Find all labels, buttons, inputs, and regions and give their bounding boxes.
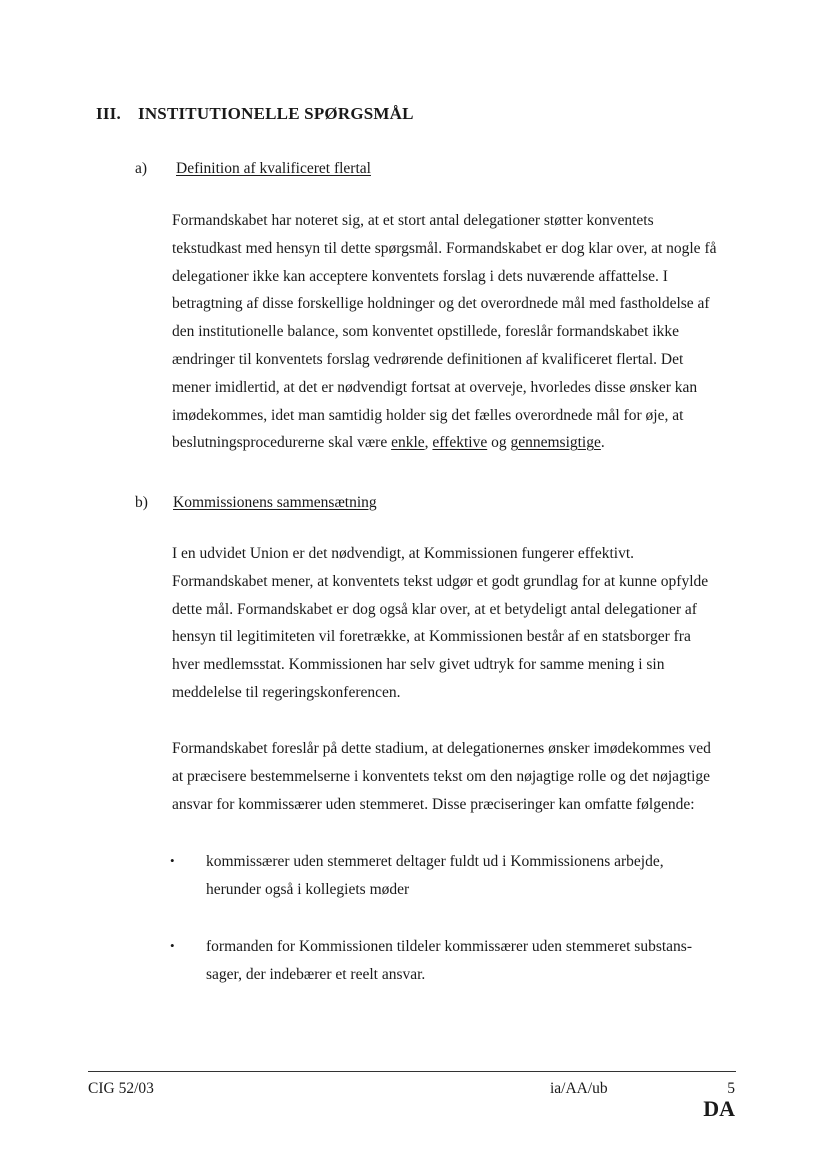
paragraph-line: dette mål. Formandskabet er dog også klar over, at et betydeligt antal delegationer af (172, 600, 697, 618)
paragraph-line: ansvar for kommissærer uden stemmeret. Disse præciseringer kan omfatte følgende: (172, 795, 695, 813)
bullet-icon: • (170, 853, 175, 868)
sub-a-paragraph (172, 207, 752, 457)
sub-b-paragraph-2 (172, 735, 752, 818)
separator: , (424, 434, 433, 452)
footer-doc-ref: CIG 52/03 (88, 1080, 154, 1097)
bullet-line: sager, der indebærer et reelt ansvar. (206, 966, 426, 983)
paragraph-line: Formandskabet mener, at konventets tekst udgør et godt grundlag for at kunne opfylde (172, 572, 709, 590)
word-enkle: enkle (391, 434, 425, 452)
paragraph-line: tekstudkast med hensyn til dette spørgsmål. Formandskabet er dog klar over, at nogle få (172, 239, 717, 257)
paragraph-line: hensyn til legitimiteten vil foretrække, at Kommissionen består af en statsborger fra (172, 628, 691, 646)
sub-b-paragraph-1 (172, 540, 752, 707)
sub-a-letter: a) (135, 160, 148, 177)
sub-a-title: Definition af kvalificeret flertal (176, 160, 371, 177)
paragraph-line: hver medlemsstat. Kommissionen har selv givet udtryk for samme mening i sin (172, 656, 665, 674)
footer-divider (88, 1071, 736, 1072)
footer-page-number: 5 (727, 1080, 735, 1097)
paragraph-line: den institutionelle balance, som konventet opstillede, foreslår formandskabet ikke (172, 323, 680, 341)
footer-initials: ia/AA/ub (550, 1080, 608, 1097)
paragraph-line: imødekommes, idet man samtidig holder sig det fælles overordnede mål for øje, at (172, 406, 684, 424)
paragraph-line: I en udvidet Union er det nødvendigt, at Kommissionen fungerer effektivt. (172, 545, 635, 562)
bullet-line: herunder også i kollegiets møder (206, 881, 410, 898)
paragraph-line: mener imidlertid, at det er nødvendigt fortsat at overveje, hvorledes disse ønsker kan (172, 378, 698, 396)
sub-b-title: Kommissionens sammensætning (173, 494, 377, 511)
bullet-line: formanden for Kommissionen tildeler kommissærer uden stemmeret substans- (206, 938, 693, 955)
bullet-item (206, 848, 746, 904)
last-line-prefix: beslutningsprocedurerne skal være (172, 434, 392, 452)
paragraph-line: delegationer ikke kan acceptere konventets forslag i dets nuværende affattelse. I (172, 267, 668, 285)
paragraph-line: ændringer til konventets forslag vedrørende definitionen af kvalificeret flertal. Det (172, 350, 684, 368)
sub-b-letter: b) (135, 494, 148, 511)
word-effektive: effektive (432, 434, 488, 452)
section-heading (96, 104, 414, 124)
section-number: III. (96, 104, 121, 123)
word-gennemsigtige: gennemsigtige (510, 434, 601, 452)
footer-language-code: DA (703, 1096, 735, 1121)
bullet-icon: • (170, 938, 175, 953)
paragraph-line: Formandskabet foreslår på dette stadium, at delegationernes ønsker imødekommes ved (172, 740, 711, 757)
period: . (600, 434, 605, 452)
paragraph-line: betragtning af disse forskellige holdninger og det overordnede mål med fastholdelse af (172, 295, 710, 313)
paragraph-line-last (172, 429, 752, 457)
bullet-item (206, 933, 746, 989)
section-title: INSTITUTIONELLE SPØRGSMÅL (138, 104, 414, 123)
bullet-line: kommissærer uden stemmeret deltager fuldt ud i Kommissionens arbejde, (206, 853, 664, 870)
paragraph-line: meddelelse til regeringskonferencen. (172, 683, 401, 701)
paragraph-line: Formandskabet har noteret sig, at et stort antal delegationer støtter konventets (172, 212, 654, 229)
separator: og (487, 434, 511, 452)
paragraph-line: at præcisere bestemmelserne i konventets tekst om den nøjagtige rolle og det nøjagtige (172, 767, 711, 785)
